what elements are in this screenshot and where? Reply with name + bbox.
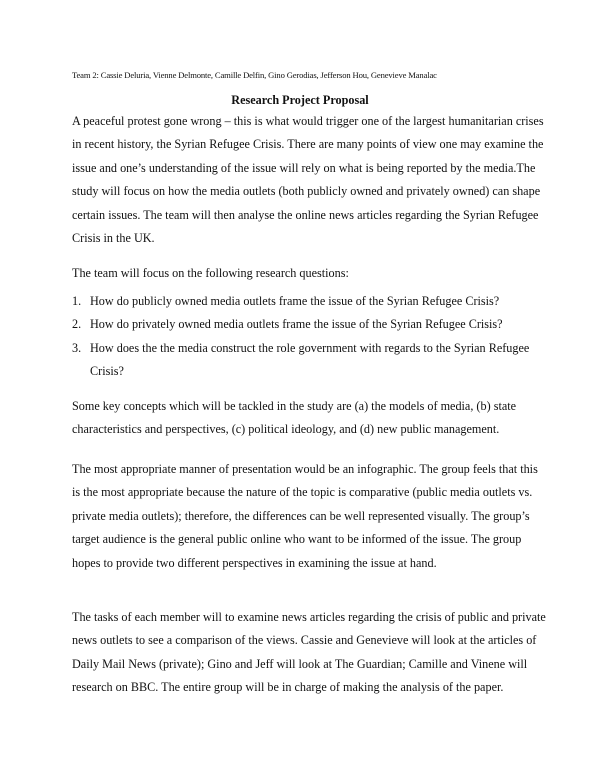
presentation-line: target audience is the general public online who want to be informed of the issue. The group bbox=[72, 532, 522, 547]
list-item bbox=[72, 290, 542, 313]
intro-line: study will focus on how the media outlets (both publicly owned and privately owned) can shape bbox=[72, 184, 541, 199]
concepts-line: characteristics and perspectives, (c) political ideology, and (d) new public management. bbox=[72, 422, 500, 437]
document-title: Research Project Proposal bbox=[231, 93, 369, 107]
intro-line: in recent history, the Syrian Refugee Crisis. There are many points of view one may examine the bbox=[72, 137, 544, 152]
presentation-line: The most appropriate manner of presentation would be an infographic. The group feels that this bbox=[72, 462, 538, 476]
intro-line: issue and one’s understanding of the issue will rely on what is being reported by the media.The bbox=[72, 160, 536, 175]
intro-paragraph bbox=[72, 110, 544, 250]
list-number: 2. bbox=[72, 317, 82, 332]
question-text: How do publicly owned media outlets frame the issue of the Syrian Refugee Crisis? bbox=[90, 294, 500, 308]
list-item bbox=[72, 337, 542, 384]
intro-line: certain issues. The team will then analyse the online news articles regarding the Syrian Refugee bbox=[72, 207, 539, 222]
list-number: 1. bbox=[72, 294, 82, 308]
tasks-line: news outlets to see a comparison of the views. Cassie and Genevieve will look at the articles of bbox=[72, 633, 537, 648]
tasks-line: Daily Mail News (private); Gino and Jeff will look at The Guardian; Camille and Vinene will bbox=[72, 656, 528, 671]
intro-line: A peaceful protest gone wrong – this is what would trigger one of the largest humanitarian crises bbox=[72, 114, 544, 128]
presentation-line: is the most appropriate because the nature of the topic is comparative (public media outlets vs. bbox=[72, 485, 533, 500]
question-text: Crisis? bbox=[90, 364, 124, 379]
presentation-paragraph bbox=[72, 458, 538, 575]
presentation-line: hopes to provide two different perspectives in examining the issue at hand. bbox=[72, 555, 437, 570]
list-number: 3. bbox=[72, 340, 82, 355]
question-text: How do privately owned media outlets frame the issue of the Syrian Refugee Crisis? bbox=[90, 317, 503, 332]
presentation-line: private media outlets); therefore, the differences can be well represented visually. The group’s bbox=[72, 508, 530, 523]
research-questions-list bbox=[72, 290, 542, 384]
tasks-paragraph bbox=[72, 606, 546, 700]
questions-intro bbox=[72, 262, 534, 285]
team-members-line: Team 2: Cassie Deluria, Vienne Delmonte, Camille Delfin, Gino Gerodias, Jefferson Hou, Genevieve Manalac bbox=[72, 70, 437, 80]
tasks-line: research on BBC. The entire group will be in charge of making the analysis of the paper. bbox=[72, 680, 504, 695]
list-item bbox=[72, 313, 542, 336]
concepts-line: Some key concepts which will be tackled in the study are (a) the models of media, (b) state bbox=[72, 399, 517, 413]
concepts-paragraph bbox=[72, 395, 534, 442]
tasks-line: The tasks of each member will to examine news articles regarding the crisis of public and private bbox=[72, 610, 546, 624]
question-text: How does the the media construct the role government with regards to the Syrian Refugee bbox=[90, 340, 530, 355]
intro-line: Crisis in the UK. bbox=[72, 231, 155, 246]
questions-intro-text: The team will focus on the following research questions: bbox=[72, 266, 349, 280]
